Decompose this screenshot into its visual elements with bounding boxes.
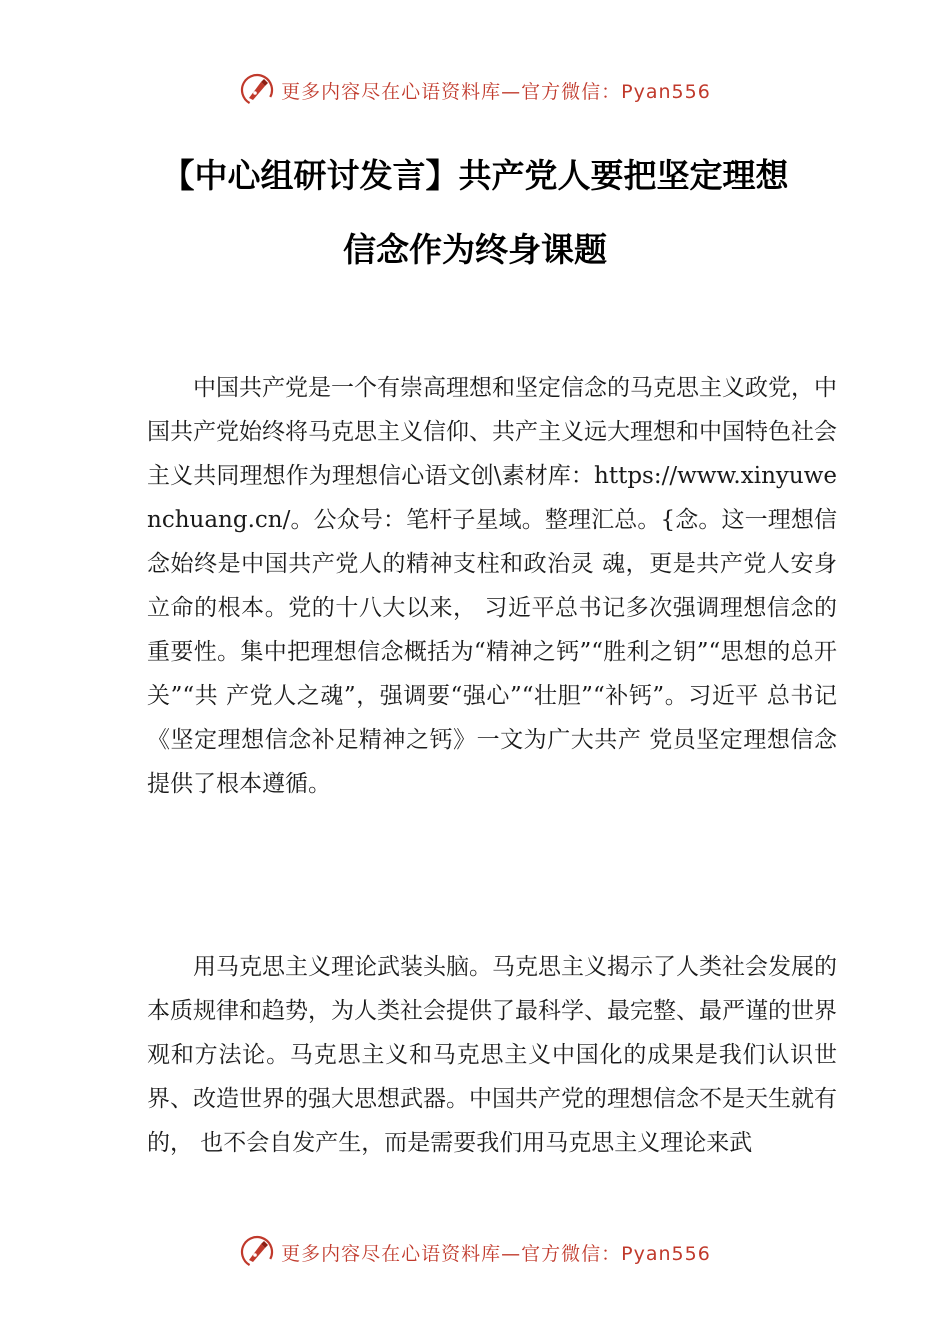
footer-banner: [0, 1232, 950, 1272]
pen-nib-logo-icon: [239, 1234, 275, 1270]
pen-nib-logo-icon: [239, 72, 275, 108]
banner-text: 更多内容尽在心语资料库—官方微信：Pyan556: [281, 1242, 711, 1265]
body-paragraph-2: 用马克思主义理论武装头脑。马克思主义揭示了人类社会发展的本质规律和趋势，为人类社会提供了最科学、最完整、最严谨的世界观和方法论。马克思主义和马克思主义中国化的成果是我们认识世界、改造世界的强大思想武器。中国共产党的理想信念不是天生就有的， 也不会自发产生，而是需要我们用马克思主义理论来武: [147, 954, 837, 1156]
header-banner: [0, 70, 950, 110]
banner-text: 更多内容尽在心语资料库—官方微信：Pyan556: [281, 80, 711, 103]
document-title-line-1: 【中心组研讨发言】共产党人要把坚定理想: [161, 156, 789, 195]
body-paragraph-1: 中国共产党是一个有崇高理想和坚定信念的马克思主义政党，中国共产党始终将马克思主义信仰、共产主义远大理想和中国特色社会主义共同理想作为理想信心语文创\素材库：https://www.xinyuwenchuang.cn/。公众号：笔杆子星域。整理汇总。{念。这一理想信念始终是中国共产党人的精神支柱和政治灵 魂，更是共产党人安身立命的根本。党的十八大以来， 习近平总书记多次强调理想信念的重要性。集中把理想信念概括为“精神之钙”“胜利之钥”“思想的总开关”“共 产党人之魂”，强调要“强心”“壮胆”“补钙”。习近平 总书记《坚定理想信念补足精神之钙》一文为广大共产 党员坚定理想信念提供了根本遵循。: [147, 375, 837, 797]
document-title-line-2: 信念作为终身课题: [343, 230, 607, 269]
